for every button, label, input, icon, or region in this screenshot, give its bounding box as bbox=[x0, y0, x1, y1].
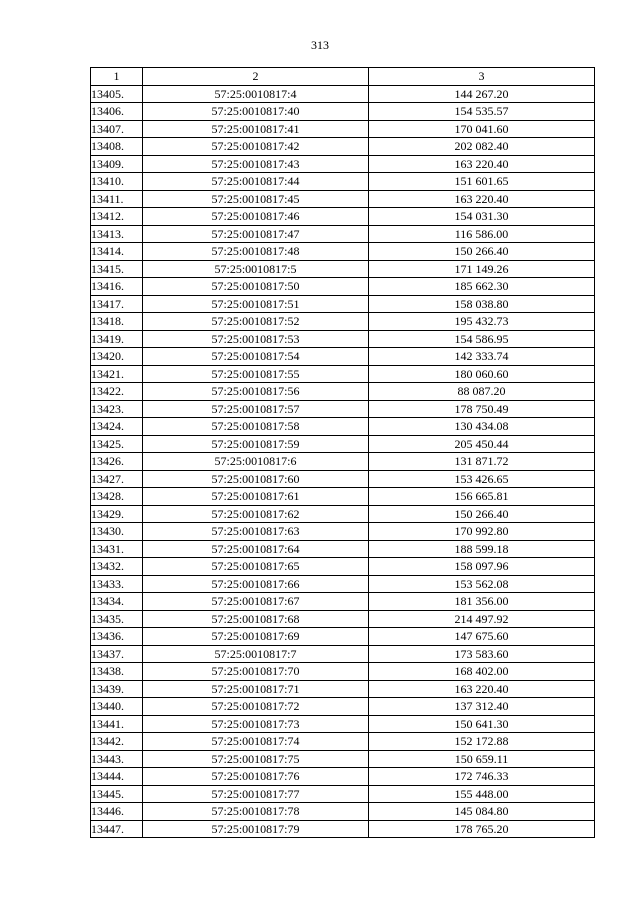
data-table bbox=[90, 67, 595, 838]
row-number: 13434. bbox=[91, 593, 143, 611]
table-row bbox=[91, 365, 595, 383]
row-number: 13442. bbox=[91, 733, 143, 751]
row-number: 13437. bbox=[91, 645, 143, 663]
cadastral-value: 205 450.44 bbox=[369, 435, 595, 453]
page-number: 313 bbox=[311, 38, 329, 52]
cadastral-number: 57:25:0010817:73 bbox=[143, 715, 369, 733]
row-number: 13417. bbox=[91, 295, 143, 313]
table-row bbox=[91, 208, 595, 226]
cadastral-number: 57:25:0010817:52 bbox=[143, 313, 369, 331]
cadastral-number: 57:25:0010817:43 bbox=[143, 155, 369, 173]
table-row bbox=[91, 453, 595, 471]
cadastral-number: 57:25:0010817:48 bbox=[143, 243, 369, 261]
header-row bbox=[91, 68, 595, 86]
cadastral-number: 57:25:0010817:50 bbox=[143, 278, 369, 296]
cadastral-value: 150 266.40 bbox=[369, 243, 595, 261]
table-row bbox=[91, 278, 595, 296]
table-row bbox=[91, 190, 595, 208]
cadastral-value: 163 220.40 bbox=[369, 155, 595, 173]
row-number: 13409. bbox=[91, 155, 143, 173]
row-number: 13425. bbox=[91, 435, 143, 453]
header-col-3: 3 bbox=[369, 68, 595, 86]
cadastral-number: 57:25:0010817:70 bbox=[143, 663, 369, 681]
table-row bbox=[91, 400, 595, 418]
row-number: 13439. bbox=[91, 680, 143, 698]
cadastral-number: 57:25:0010817:64 bbox=[143, 540, 369, 558]
cadastral-value: 181 356.00 bbox=[369, 593, 595, 611]
table-row bbox=[91, 645, 595, 663]
cadastral-value: 170 041.60 bbox=[369, 120, 595, 138]
row-number: 13436. bbox=[91, 628, 143, 646]
table-row bbox=[91, 610, 595, 628]
row-number: 13410. bbox=[91, 173, 143, 191]
cadastral-value: 168 402.00 bbox=[369, 663, 595, 681]
row-number: 13447. bbox=[91, 820, 143, 838]
cadastral-value: 154 586.95 bbox=[369, 330, 595, 348]
table-row bbox=[91, 715, 595, 733]
row-number: 13421. bbox=[91, 365, 143, 383]
cadastral-value: 180 060.60 bbox=[369, 365, 595, 383]
cadastral-number: 57:25:0010817:78 bbox=[143, 803, 369, 821]
row-number: 13412. bbox=[91, 208, 143, 226]
table-row bbox=[91, 155, 595, 173]
cadastral-number: 57:25:0010817:5 bbox=[143, 260, 369, 278]
cadastral-number: 57:25:0010817:60 bbox=[143, 470, 369, 488]
table-row bbox=[91, 418, 595, 436]
cadastral-value: 163 220.40 bbox=[369, 190, 595, 208]
row-number: 13406. bbox=[91, 103, 143, 121]
table-row bbox=[91, 593, 595, 611]
cadastral-number: 57:25:0010817:45 bbox=[143, 190, 369, 208]
table-row bbox=[91, 698, 595, 716]
table-row bbox=[91, 330, 595, 348]
row-number: 13446. bbox=[91, 803, 143, 821]
cadastral-number: 57:25:0010817:77 bbox=[143, 785, 369, 803]
table-row bbox=[91, 558, 595, 576]
table-row bbox=[91, 820, 595, 838]
row-number: 13416. bbox=[91, 278, 143, 296]
cadastral-value: 142 333.74 bbox=[369, 348, 595, 366]
cadastral-number: 57:25:0010817:59 bbox=[143, 435, 369, 453]
row-number: 13429. bbox=[91, 505, 143, 523]
table-row bbox=[91, 348, 595, 366]
cadastral-number: 57:25:0010817:69 bbox=[143, 628, 369, 646]
row-number: 13440. bbox=[91, 698, 143, 716]
cadastral-value: 188 599.18 bbox=[369, 540, 595, 558]
cadastral-value: 195 432.73 bbox=[369, 313, 595, 331]
row-number: 13441. bbox=[91, 715, 143, 733]
row-number: 13411. bbox=[91, 190, 143, 208]
row-number: 13414. bbox=[91, 243, 143, 261]
cadastral-value: 202 082.40 bbox=[369, 138, 595, 156]
table-row bbox=[91, 540, 595, 558]
cadastral-value: 156 665.81 bbox=[369, 488, 595, 506]
table-row bbox=[91, 523, 595, 541]
table-row bbox=[91, 295, 595, 313]
table-row bbox=[91, 680, 595, 698]
cadastral-value: 131 871.72 bbox=[369, 453, 595, 471]
row-number: 13431. bbox=[91, 540, 143, 558]
cadastral-value: 172 746.33 bbox=[369, 768, 595, 786]
cadastral-value: 153 426.65 bbox=[369, 470, 595, 488]
cadastral-value: 178 765.20 bbox=[369, 820, 595, 838]
table-row bbox=[91, 120, 595, 138]
row-number: 13444. bbox=[91, 768, 143, 786]
row-number: 13408. bbox=[91, 138, 143, 156]
cadastral-number: 57:25:0010817:40 bbox=[143, 103, 369, 121]
row-number: 13424. bbox=[91, 418, 143, 436]
cadastral-number: 57:25:0010817:66 bbox=[143, 575, 369, 593]
cadastral-number: 57:25:0010817:47 bbox=[143, 225, 369, 243]
cadastral-value: 88 087.20 bbox=[369, 383, 595, 401]
table-header bbox=[91, 68, 595, 86]
table-row bbox=[91, 313, 595, 331]
table-row bbox=[91, 383, 595, 401]
table-row bbox=[91, 260, 595, 278]
cadastral-value: 150 659.11 bbox=[369, 750, 595, 768]
cadastral-number: 57:25:0010817:74 bbox=[143, 733, 369, 751]
cadastral-number: 57:25:0010817:44 bbox=[143, 173, 369, 191]
table-row bbox=[91, 138, 595, 156]
cadastral-value: 116 586.00 bbox=[369, 225, 595, 243]
table-row bbox=[91, 785, 595, 803]
cadastral-number: 57:25:0010817:46 bbox=[143, 208, 369, 226]
table-row bbox=[91, 103, 595, 121]
cadastral-number: 57:25:0010817:62 bbox=[143, 505, 369, 523]
cadastral-number: 57:25:0010817:67 bbox=[143, 593, 369, 611]
table-row bbox=[91, 173, 595, 191]
table-row bbox=[91, 243, 595, 261]
table-row bbox=[91, 628, 595, 646]
cadastral-value: 153 562.08 bbox=[369, 575, 595, 593]
cadastral-value: 214 497.92 bbox=[369, 610, 595, 628]
row-number: 13407. bbox=[91, 120, 143, 138]
cadastral-value: 185 662.30 bbox=[369, 278, 595, 296]
row-number: 13420. bbox=[91, 348, 143, 366]
table-row bbox=[91, 505, 595, 523]
cadastral-number: 57:25:0010817:61 bbox=[143, 488, 369, 506]
row-number: 13405. bbox=[91, 85, 143, 103]
cadastral-number: 57:25:0010817:75 bbox=[143, 750, 369, 768]
table-body bbox=[91, 85, 595, 838]
table-row bbox=[91, 575, 595, 593]
table-row bbox=[91, 733, 595, 751]
table-row bbox=[91, 470, 595, 488]
table-row bbox=[91, 803, 595, 821]
table-row bbox=[91, 225, 595, 243]
row-number: 13426. bbox=[91, 453, 143, 471]
cadastral-number: 57:25:0010817:7 bbox=[143, 645, 369, 663]
cadastral-number: 57:25:0010817:42 bbox=[143, 138, 369, 156]
table-row bbox=[91, 488, 595, 506]
cadastral-value: 178 750.49 bbox=[369, 400, 595, 418]
cadastral-number: 57:25:0010817:57 bbox=[143, 400, 369, 418]
row-number: 13432. bbox=[91, 558, 143, 576]
cadastral-value: 170 992.80 bbox=[369, 523, 595, 541]
cadastral-number: 57:25:0010817:53 bbox=[143, 330, 369, 348]
cadastral-value: 152 172.88 bbox=[369, 733, 595, 751]
cadastral-value: 145 084.80 bbox=[369, 803, 595, 821]
cadastral-value: 144 267.20 bbox=[369, 85, 595, 103]
cadastral-value: 158 038.80 bbox=[369, 295, 595, 313]
row-number: 13435. bbox=[91, 610, 143, 628]
cadastral-value: 163 220.40 bbox=[369, 680, 595, 698]
cadastral-number: 57:25:0010817:51 bbox=[143, 295, 369, 313]
cadastral-number: 57:25:0010817:76 bbox=[143, 768, 369, 786]
cadastral-value: 154 031.30 bbox=[369, 208, 595, 226]
cadastral-number: 57:25:0010817:68 bbox=[143, 610, 369, 628]
row-number: 13428. bbox=[91, 488, 143, 506]
cadastral-value: 130 434.08 bbox=[369, 418, 595, 436]
cadastral-number: 57:25:0010817:71 bbox=[143, 680, 369, 698]
table-row bbox=[91, 85, 595, 103]
cadastral-number: 57:25:0010817:6 bbox=[143, 453, 369, 471]
cadastral-value: 137 312.40 bbox=[369, 698, 595, 716]
cadastral-number: 57:25:0010817:65 bbox=[143, 558, 369, 576]
cadastral-number: 57:25:0010817:63 bbox=[143, 523, 369, 541]
row-number: 13422. bbox=[91, 383, 143, 401]
row-number: 13423. bbox=[91, 400, 143, 418]
table-row bbox=[91, 435, 595, 453]
header-col-1: 1 bbox=[91, 68, 143, 86]
cadastral-number: 57:25:0010817:72 bbox=[143, 698, 369, 716]
row-number: 13443. bbox=[91, 750, 143, 768]
row-number: 13433. bbox=[91, 575, 143, 593]
row-number: 13418. bbox=[91, 313, 143, 331]
cadastral-value: 171 149.26 bbox=[369, 260, 595, 278]
cadastral-number: 57:25:0010817:55 bbox=[143, 365, 369, 383]
cadastral-value: 173 583.60 bbox=[369, 645, 595, 663]
cadastral-number: 57:25:0010817:41 bbox=[143, 120, 369, 138]
row-number: 13419. bbox=[91, 330, 143, 348]
cadastral-value: 158 097.96 bbox=[369, 558, 595, 576]
row-number: 13415. bbox=[91, 260, 143, 278]
row-number: 13430. bbox=[91, 523, 143, 541]
cadastral-number: 57:25:0010817:56 bbox=[143, 383, 369, 401]
cadastral-value: 151 601.65 bbox=[369, 173, 595, 191]
cadastral-value: 147 675.60 bbox=[369, 628, 595, 646]
cadastral-value: 154 535.57 bbox=[369, 103, 595, 121]
cadastral-number: 57:25:0010817:79 bbox=[143, 820, 369, 838]
row-number: 13413. bbox=[91, 225, 143, 243]
row-number: 13445. bbox=[91, 785, 143, 803]
cadastral-value: 155 448.00 bbox=[369, 785, 595, 803]
table-row bbox=[91, 663, 595, 681]
cadastral-number: 57:25:0010817:4 bbox=[143, 85, 369, 103]
cadastral-value: 150 266.40 bbox=[369, 505, 595, 523]
header-col-2: 2 bbox=[143, 68, 369, 86]
row-number: 13438. bbox=[91, 663, 143, 681]
cadastral-number: 57:25:0010817:58 bbox=[143, 418, 369, 436]
cadastral-value: 150 641.30 bbox=[369, 715, 595, 733]
cadastral-number: 57:25:0010817:54 bbox=[143, 348, 369, 366]
table-row bbox=[91, 768, 595, 786]
row-number: 13427. bbox=[91, 470, 143, 488]
table-row bbox=[91, 750, 595, 768]
